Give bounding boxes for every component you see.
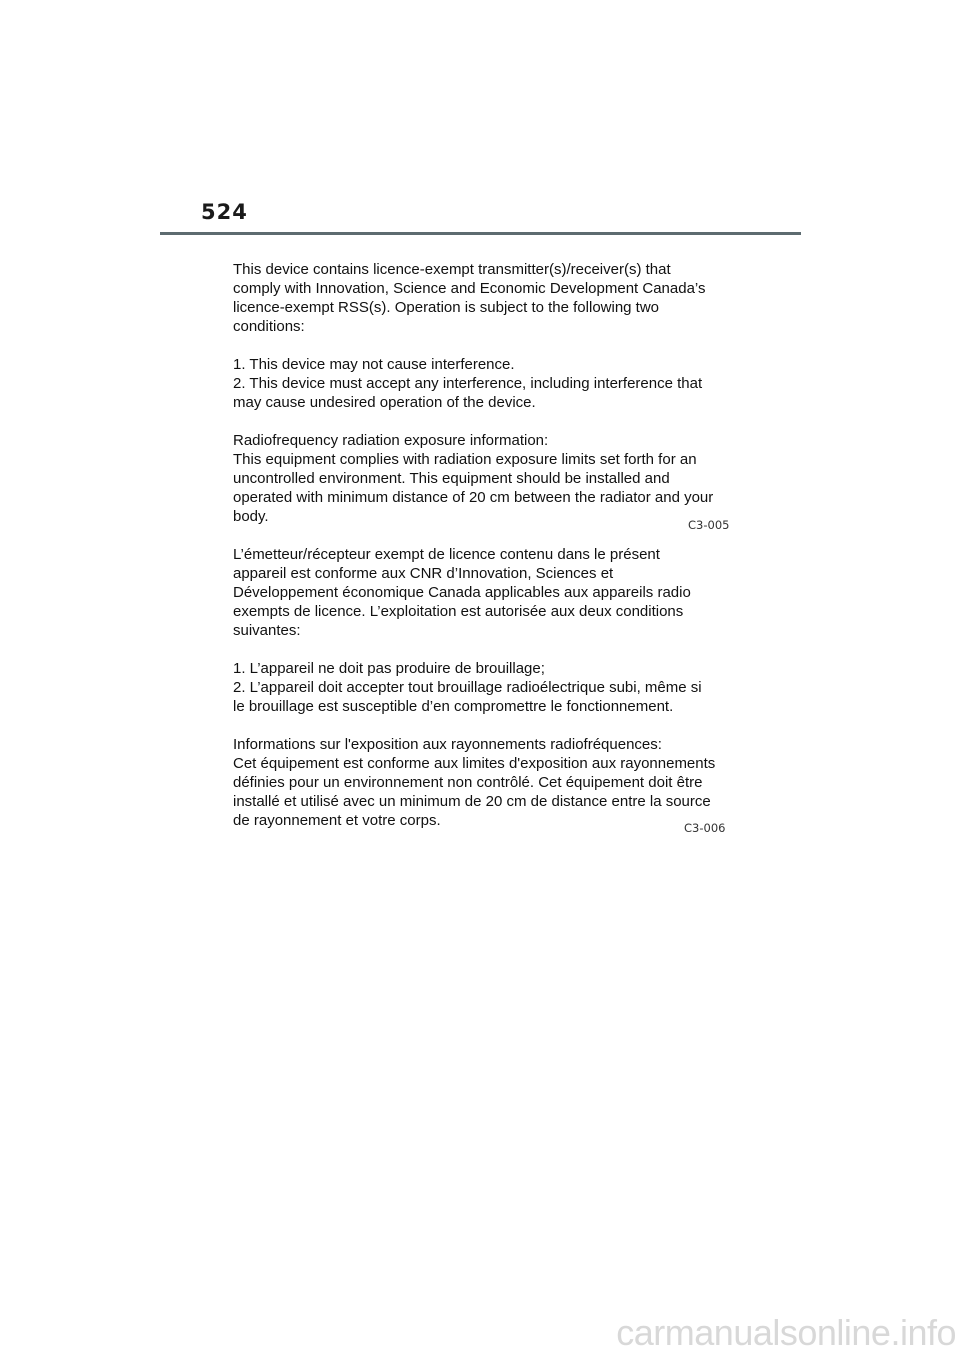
- site-watermark: carmanualsonline.info: [616, 1312, 956, 1353]
- text-line: Informations sur l'exposition aux rayonnements radiofréquences:: [233, 736, 662, 753]
- text-line: le brouillage est susceptible d’en compromettre le fonctionnement.: [233, 698, 674, 715]
- text-line: 1. This device may not cause interference.: [233, 356, 515, 373]
- english-conditions-list: [233, 355, 733, 412]
- page-number: 524: [201, 200, 248, 224]
- header-divider: [160, 232, 801, 235]
- text-line: licence-exempt RSS(s). Operation is subject to the following two: [233, 299, 660, 316]
- certification-code-english: C3-005: [688, 518, 730, 532]
- text-line: body.: [233, 508, 269, 525]
- text-line: comply with Innovation, Science and Economic Development Canada’s: [233, 280, 706, 297]
- text-line: Radiofrequency radiation exposure information:: [233, 432, 549, 449]
- document-body: [233, 260, 733, 830]
- text-line: This device contains licence-exempt transmitter(s)/receiver(s) that: [233, 261, 671, 278]
- french-intro-paragraph: [233, 545, 733, 640]
- text-line: 2. This device must accept any interference, including interference that: [233, 375, 703, 392]
- text-line: 1. L’appareil ne doit pas produire de brouillage;: [233, 660, 545, 677]
- english-exposure-paragraph: [233, 431, 733, 526]
- text-line: Développement économique Canada applicables aux appareils radio: [233, 584, 691, 601]
- text-line: définies pour un environnement non contrôlé. Cet équipement doit être: [233, 774, 703, 791]
- certification-code-french: C3-006: [684, 821, 726, 835]
- text-line: appareil est conforme aux CNR d’Innovation, Sciences et: [233, 565, 614, 582]
- text-line: installé et utilisé avec un minimum de 20 cm de distance entre la source: [233, 793, 711, 810]
- french-exposure-paragraph: [233, 735, 733, 830]
- text-line: 2. L’appareil doit accepter tout brouillage radioélectrique subi, même si: [233, 679, 702, 696]
- text-line: uncontrolled environment. This equipment should be installed and: [233, 470, 670, 487]
- text-line: operated with minimum distance of 20 cm between the radiator and your: [233, 489, 714, 506]
- text-line: This equipment complies with radiation exposure limits set forth for an: [233, 451, 697, 468]
- text-line: suivantes:: [233, 622, 301, 639]
- text-line: de rayonnement et votre corps.: [233, 812, 441, 829]
- text-line: L’émetteur/récepteur exempt de licence contenu dans le présent: [233, 546, 660, 563]
- french-conditions-list: [233, 659, 733, 716]
- text-line: may cause undesired operation of the device.: [233, 394, 536, 411]
- text-line: conditions:: [233, 318, 305, 335]
- english-intro-paragraph: [233, 260, 733, 336]
- text-line: Cet équipement est conforme aux limites d'exposition aux rayonnements: [233, 755, 716, 772]
- text-line: exempts de licence. L’exploitation est autorisée aux deux conditions: [233, 603, 684, 620]
